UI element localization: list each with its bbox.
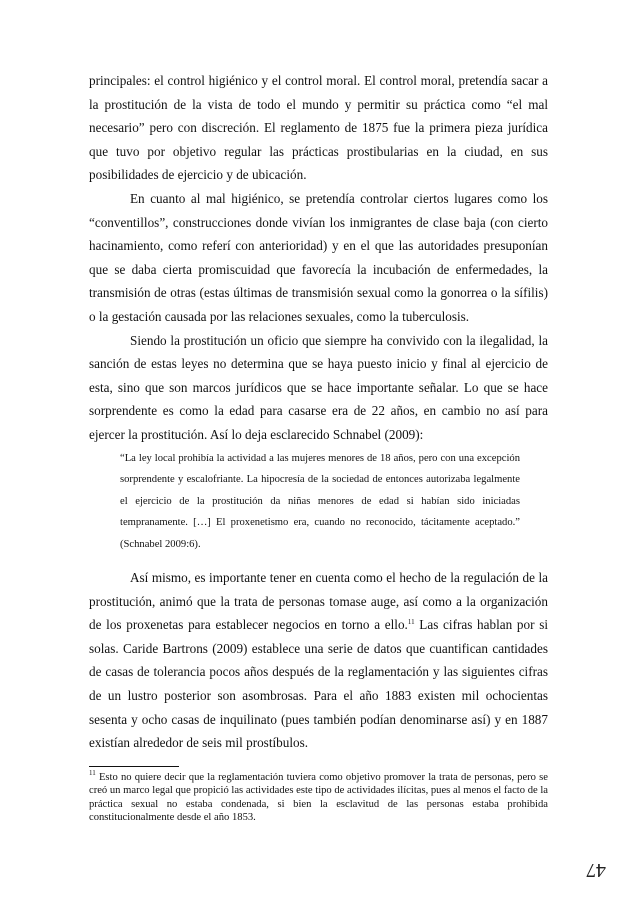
paragraph-4-text-a: Así mismo, es importante tener en cuenta como el hecho de la regulación de la prostitución, animó que la trata de personas tomase auge, así como a la organización de los proxenetas para establecer negocios en torno a ello. (89, 570, 548, 633)
footnote-number: 11 (89, 769, 96, 777)
footnote-separator (89, 766, 179, 767)
paragraph-1: principales: el control higiénico y el control moral. El control moral, pretendía sacar a la prostitución de la vista de todo el mundo y permitir su práctica como “el mal necesario” pero con discreción. El reglamento de 1875 fue la primera pieza jurídica que tuvo por objetivo regular las prácticas prostibularias en la ciudad, en sus posibilidades de ejercicio y de ubicación. (89, 73, 548, 183)
footnote-reference: 11 (407, 618, 415, 627)
block-quote: “La ley local prohibía la actividad a las mujeres menores de 18 años, pero con una excepción sorprendente y escalofriante. La hipocresía de la sociedad de entonces autorizaba legalmente el ejercicio de la prostitución da niñas menores de edad si habían sido iniciadas tempranamente. […] El proxenetismo era, cuando no reconocido, tácitamente aceptado.” (Schnabel 2009:6). (120, 453, 520, 550)
paragraph-3: Siendo la prostitución un oficio que siempre ha convivido con la ilegalidad, la sanción de estas leyes no determina que se haya puesto inicio y final al ejercicio de esta, sino que son marcos jurídicos que se hace importante señalar. Lo que se hace sorprendente es como la edad para casarse era de 22 años, en cambio no así para ejercer la prostitución. Así lo deja esclarecido Schnabel (2009): (89, 332, 548, 442)
footnote (89, 771, 548, 825)
footnote-text: Esto no quiere decir que la reglamentación tuviera como objetivo promover la trata de personas, pero se creó un marco legal que propició las actividades este tipo de actividades ilícitas, pues al menos el facto de la práctica sexual no estaba condenada, si bien la esclavitud de las personas estaba prohibida constitucionalmente desde el año 1853. (89, 772, 548, 824)
paragraph-2: En cuanto al mal higiénico, se pretendía controlar ciertos lugares como los “conventillos”, construcciones donde vivían los inmigrantes de clase baja (con cierto hacinamiento, como referí con anterioridad) y en el que las autoridades presuponían que se daba cierta promiscuidad que favorecía la incubación de enfermedades, la transmisión de otras (estas últimas de transmisión sexual como la gonorrea o la sífilis) o la gestación causada por las relaciones sexuales, como la tuberculosis. (89, 190, 548, 324)
main-text-block-top (89, 69, 548, 447)
page-number: 47 (586, 859, 606, 881)
paragraph-4-text-b: Las cifras hablan por si solas. Caride Bartrons (2009) establece una serie de datos que cuantifican cantidades de casas de tolerancia pocos años después de la reglamentación y las siguientes cifras de un lustro posterior son asombrosas. Para el año 1883 existen mil ochocientas sesenta y ocho casas de inquilinato (pues también podían denominarse así) y en 1887 existían alrededor de seis mil prostíbulos. (89, 617, 548, 751)
main-text-block-bottom (89, 566, 548, 755)
paragraph-4 (89, 566, 548, 755)
